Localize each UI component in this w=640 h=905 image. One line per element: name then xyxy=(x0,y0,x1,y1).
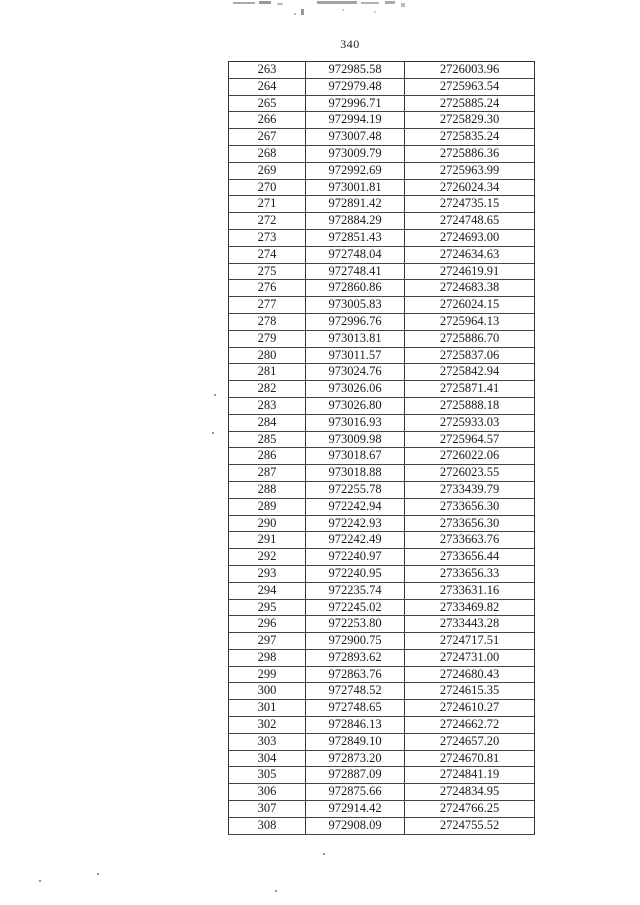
table-row xyxy=(229,297,535,314)
coordinates-table-body xyxy=(229,62,535,835)
x-coordinate-cell: 973011.57 xyxy=(306,347,405,364)
table-row xyxy=(229,381,535,398)
y-coordinate-cell: 2725888.18 xyxy=(405,397,535,414)
x-coordinate-cell: 973013.81 xyxy=(306,330,405,347)
point-number-cell: 282 xyxy=(229,381,306,398)
point-number-cell: 296 xyxy=(229,616,306,633)
table-row xyxy=(229,733,535,750)
x-coordinate-cell: 973026.80 xyxy=(306,397,405,414)
y-coordinate-cell: 2733443.28 xyxy=(405,616,535,633)
point-number-cell: 308 xyxy=(229,817,306,834)
table-row xyxy=(229,801,535,818)
y-coordinate-cell: 2733656.30 xyxy=(405,515,535,532)
point-number-cell: 286 xyxy=(229,448,306,465)
y-coordinate-cell: 2725885.24 xyxy=(405,95,535,112)
coordinates-table xyxy=(228,61,535,835)
y-coordinate-cell: 2724610.27 xyxy=(405,700,535,717)
x-coordinate-cell: 972240.97 xyxy=(306,549,405,566)
y-coordinate-cell: 2726023.55 xyxy=(405,465,535,482)
x-coordinate-cell: 972994.19 xyxy=(306,112,405,129)
point-number-cell: 266 xyxy=(229,112,306,129)
table-row xyxy=(229,95,535,112)
x-coordinate-cell: 972849.10 xyxy=(306,733,405,750)
table-row xyxy=(229,330,535,347)
x-coordinate-cell: 972748.65 xyxy=(306,700,405,717)
y-coordinate-cell: 2724670.81 xyxy=(405,750,535,767)
y-coordinate-cell: 2724841.19 xyxy=(405,767,535,784)
x-coordinate-cell: 973009.98 xyxy=(306,431,405,448)
x-coordinate-cell: 972240.95 xyxy=(306,565,405,582)
y-coordinate-cell: 2726024.15 xyxy=(405,297,535,314)
table-row xyxy=(229,129,535,146)
x-coordinate-cell: 972884.29 xyxy=(306,213,405,230)
table-row xyxy=(229,313,535,330)
x-coordinate-cell: 972235.74 xyxy=(306,582,405,599)
table-row xyxy=(229,515,535,532)
y-coordinate-cell: 2725933.03 xyxy=(405,414,535,431)
point-number-cell: 281 xyxy=(229,364,306,381)
point-number-cell: 274 xyxy=(229,246,306,263)
point-number-cell: 265 xyxy=(229,95,306,112)
y-coordinate-cell: 2724735.15 xyxy=(405,196,535,213)
point-number-cell: 298 xyxy=(229,649,306,666)
table-row xyxy=(229,431,535,448)
y-coordinate-cell: 2724717.51 xyxy=(405,633,535,650)
y-coordinate-cell: 2733656.33 xyxy=(405,565,535,582)
x-coordinate-cell: 972891.42 xyxy=(306,196,405,213)
table-row xyxy=(229,649,535,666)
y-coordinate-cell: 2724755.52 xyxy=(405,817,535,834)
point-number-cell: 268 xyxy=(229,145,306,162)
x-coordinate-cell: 972245.02 xyxy=(306,599,405,616)
x-coordinate-cell: 973018.88 xyxy=(306,465,405,482)
point-number-cell: 303 xyxy=(229,733,306,750)
table-row xyxy=(229,481,535,498)
table-row xyxy=(229,582,535,599)
y-coordinate-cell: 2733663.76 xyxy=(405,532,535,549)
point-number-cell: 307 xyxy=(229,801,306,818)
x-coordinate-cell: 972846.13 xyxy=(306,717,405,734)
table-row xyxy=(229,498,535,515)
y-coordinate-cell: 2725871.41 xyxy=(405,381,535,398)
point-number-cell: 284 xyxy=(229,414,306,431)
x-coordinate-cell: 972255.78 xyxy=(306,481,405,498)
table-row xyxy=(229,179,535,196)
point-number-cell: 267 xyxy=(229,129,306,146)
scan-speck xyxy=(214,394,216,396)
table-row xyxy=(229,229,535,246)
point-number-cell: 280 xyxy=(229,347,306,364)
x-coordinate-cell: 972900.75 xyxy=(306,633,405,650)
y-coordinate-cell: 2725835.24 xyxy=(405,129,535,146)
y-coordinate-cell: 2725886.70 xyxy=(405,330,535,347)
x-coordinate-cell: 972748.04 xyxy=(306,246,405,263)
table-row xyxy=(229,112,535,129)
y-coordinate-cell: 2726024.34 xyxy=(405,179,535,196)
point-number-cell: 270 xyxy=(229,179,306,196)
y-coordinate-cell: 2724615.35 xyxy=(405,683,535,700)
y-coordinate-cell: 2733631.16 xyxy=(405,582,535,599)
table-row xyxy=(229,817,535,834)
y-coordinate-cell: 2724657.20 xyxy=(405,733,535,750)
scan-speck xyxy=(212,432,214,434)
x-coordinate-cell: 972979.48 xyxy=(306,78,405,95)
x-coordinate-cell: 972875.66 xyxy=(306,784,405,801)
y-coordinate-cell: 2724619.91 xyxy=(405,263,535,280)
point-number-cell: 302 xyxy=(229,717,306,734)
table-row xyxy=(229,666,535,683)
x-coordinate-cell: 973001.81 xyxy=(306,179,405,196)
table-row xyxy=(229,784,535,801)
table-row xyxy=(229,145,535,162)
point-number-cell: 271 xyxy=(229,196,306,213)
x-coordinate-cell: 972748.52 xyxy=(306,683,405,700)
y-coordinate-cell: 2725963.54 xyxy=(405,78,535,95)
y-coordinate-cell: 2733469.82 xyxy=(405,599,535,616)
table-row xyxy=(229,717,535,734)
table-row xyxy=(229,616,535,633)
y-coordinate-cell: 2733439.79 xyxy=(405,481,535,498)
table-row xyxy=(229,280,535,297)
x-coordinate-cell: 972748.41 xyxy=(306,263,405,280)
y-coordinate-cell: 2724680.43 xyxy=(405,666,535,683)
scan-artifact xyxy=(225,0,415,22)
y-coordinate-cell: 2724634.63 xyxy=(405,246,535,263)
point-number-cell: 292 xyxy=(229,549,306,566)
point-number-cell: 294 xyxy=(229,582,306,599)
table-row xyxy=(229,633,535,650)
point-number-cell: 288 xyxy=(229,481,306,498)
point-number-cell: 283 xyxy=(229,397,306,414)
x-coordinate-cell: 972996.71 xyxy=(306,95,405,112)
x-coordinate-cell: 972985.58 xyxy=(306,62,405,79)
table-row xyxy=(229,599,535,616)
y-coordinate-cell: 2724834.95 xyxy=(405,784,535,801)
x-coordinate-cell: 973024.76 xyxy=(306,364,405,381)
point-number-cell: 275 xyxy=(229,263,306,280)
point-number-cell: 289 xyxy=(229,498,306,515)
point-number-cell: 278 xyxy=(229,313,306,330)
x-coordinate-cell: 973018.67 xyxy=(306,448,405,465)
table-row xyxy=(229,532,535,549)
x-coordinate-cell: 972887.09 xyxy=(306,767,405,784)
table-row xyxy=(229,162,535,179)
table-row xyxy=(229,700,535,717)
point-number-cell: 300 xyxy=(229,683,306,700)
table-row xyxy=(229,549,535,566)
x-coordinate-cell: 972242.93 xyxy=(306,515,405,532)
y-coordinate-cell: 2724766.25 xyxy=(405,801,535,818)
x-coordinate-cell: 972873.20 xyxy=(306,750,405,767)
point-number-cell: 279 xyxy=(229,330,306,347)
y-coordinate-cell: 2725964.57 xyxy=(405,431,535,448)
y-coordinate-cell: 2726022.06 xyxy=(405,448,535,465)
point-number-cell: 295 xyxy=(229,599,306,616)
point-number-cell: 304 xyxy=(229,750,306,767)
x-coordinate-cell: 973007.48 xyxy=(306,129,405,146)
point-number-cell: 276 xyxy=(229,280,306,297)
table-row xyxy=(229,213,535,230)
point-number-cell: 285 xyxy=(229,431,306,448)
x-coordinate-cell: 972992.69 xyxy=(306,162,405,179)
table-row xyxy=(229,565,535,582)
point-number-cell: 299 xyxy=(229,666,306,683)
y-coordinate-cell: 2725963.99 xyxy=(405,162,535,179)
scan-speck xyxy=(97,873,99,875)
table-row xyxy=(229,196,535,213)
table-row xyxy=(229,246,535,263)
y-coordinate-cell: 2725842.94 xyxy=(405,364,535,381)
point-number-cell: 306 xyxy=(229,784,306,801)
scan-speck xyxy=(39,880,41,882)
table-row xyxy=(229,448,535,465)
x-coordinate-cell: 972996.76 xyxy=(306,313,405,330)
table-row xyxy=(229,263,535,280)
y-coordinate-cell: 2725964.13 xyxy=(405,313,535,330)
x-coordinate-cell: 972893.62 xyxy=(306,649,405,666)
point-number-cell: 264 xyxy=(229,78,306,95)
table-row xyxy=(229,78,535,95)
y-coordinate-cell: 2733656.44 xyxy=(405,549,535,566)
x-coordinate-cell: 972242.94 xyxy=(306,498,405,515)
page-number: 340 xyxy=(340,37,360,51)
table-row xyxy=(229,750,535,767)
x-coordinate-cell: 972908.09 xyxy=(306,817,405,834)
y-coordinate-cell: 2726003.96 xyxy=(405,62,535,79)
point-number-cell: 269 xyxy=(229,162,306,179)
x-coordinate-cell: 972242.49 xyxy=(306,532,405,549)
point-number-cell: 273 xyxy=(229,229,306,246)
x-coordinate-cell: 973016.93 xyxy=(306,414,405,431)
point-number-cell: 293 xyxy=(229,565,306,582)
x-coordinate-cell: 973005.83 xyxy=(306,297,405,314)
point-number-cell: 301 xyxy=(229,700,306,717)
table-row xyxy=(229,767,535,784)
point-number-cell: 305 xyxy=(229,767,306,784)
table-row xyxy=(229,465,535,482)
y-coordinate-cell: 2724731.00 xyxy=(405,649,535,666)
y-coordinate-cell: 2725829.30 xyxy=(405,112,535,129)
table-row xyxy=(229,414,535,431)
y-coordinate-cell: 2725886.36 xyxy=(405,145,535,162)
table-row xyxy=(229,397,535,414)
x-coordinate-cell: 972851.43 xyxy=(306,229,405,246)
y-coordinate-cell: 2724693.00 xyxy=(405,229,535,246)
x-coordinate-cell: 973026.06 xyxy=(306,381,405,398)
point-number-cell: 263 xyxy=(229,62,306,79)
y-coordinate-cell: 2733656.30 xyxy=(405,498,535,515)
x-coordinate-cell: 972860.86 xyxy=(306,280,405,297)
point-number-cell: 290 xyxy=(229,515,306,532)
x-coordinate-cell: 973009.79 xyxy=(306,145,405,162)
x-coordinate-cell: 972863.76 xyxy=(306,666,405,683)
table-row xyxy=(229,62,535,79)
y-coordinate-cell: 2725837.06 xyxy=(405,347,535,364)
point-number-cell: 297 xyxy=(229,633,306,650)
table-row xyxy=(229,347,535,364)
point-number-cell: 291 xyxy=(229,532,306,549)
scan-speck xyxy=(275,890,277,892)
point-number-cell: 272 xyxy=(229,213,306,230)
x-coordinate-cell: 972253.80 xyxy=(306,616,405,633)
y-coordinate-cell: 2724748.65 xyxy=(405,213,535,230)
y-coordinate-cell: 2724662.72 xyxy=(405,717,535,734)
scan-speck xyxy=(323,853,325,855)
point-number-cell: 277 xyxy=(229,297,306,314)
table-row xyxy=(229,683,535,700)
point-number-cell: 287 xyxy=(229,465,306,482)
x-coordinate-cell: 972914.42 xyxy=(306,801,405,818)
y-coordinate-cell: 2724683.38 xyxy=(405,280,535,297)
table-row xyxy=(229,364,535,381)
